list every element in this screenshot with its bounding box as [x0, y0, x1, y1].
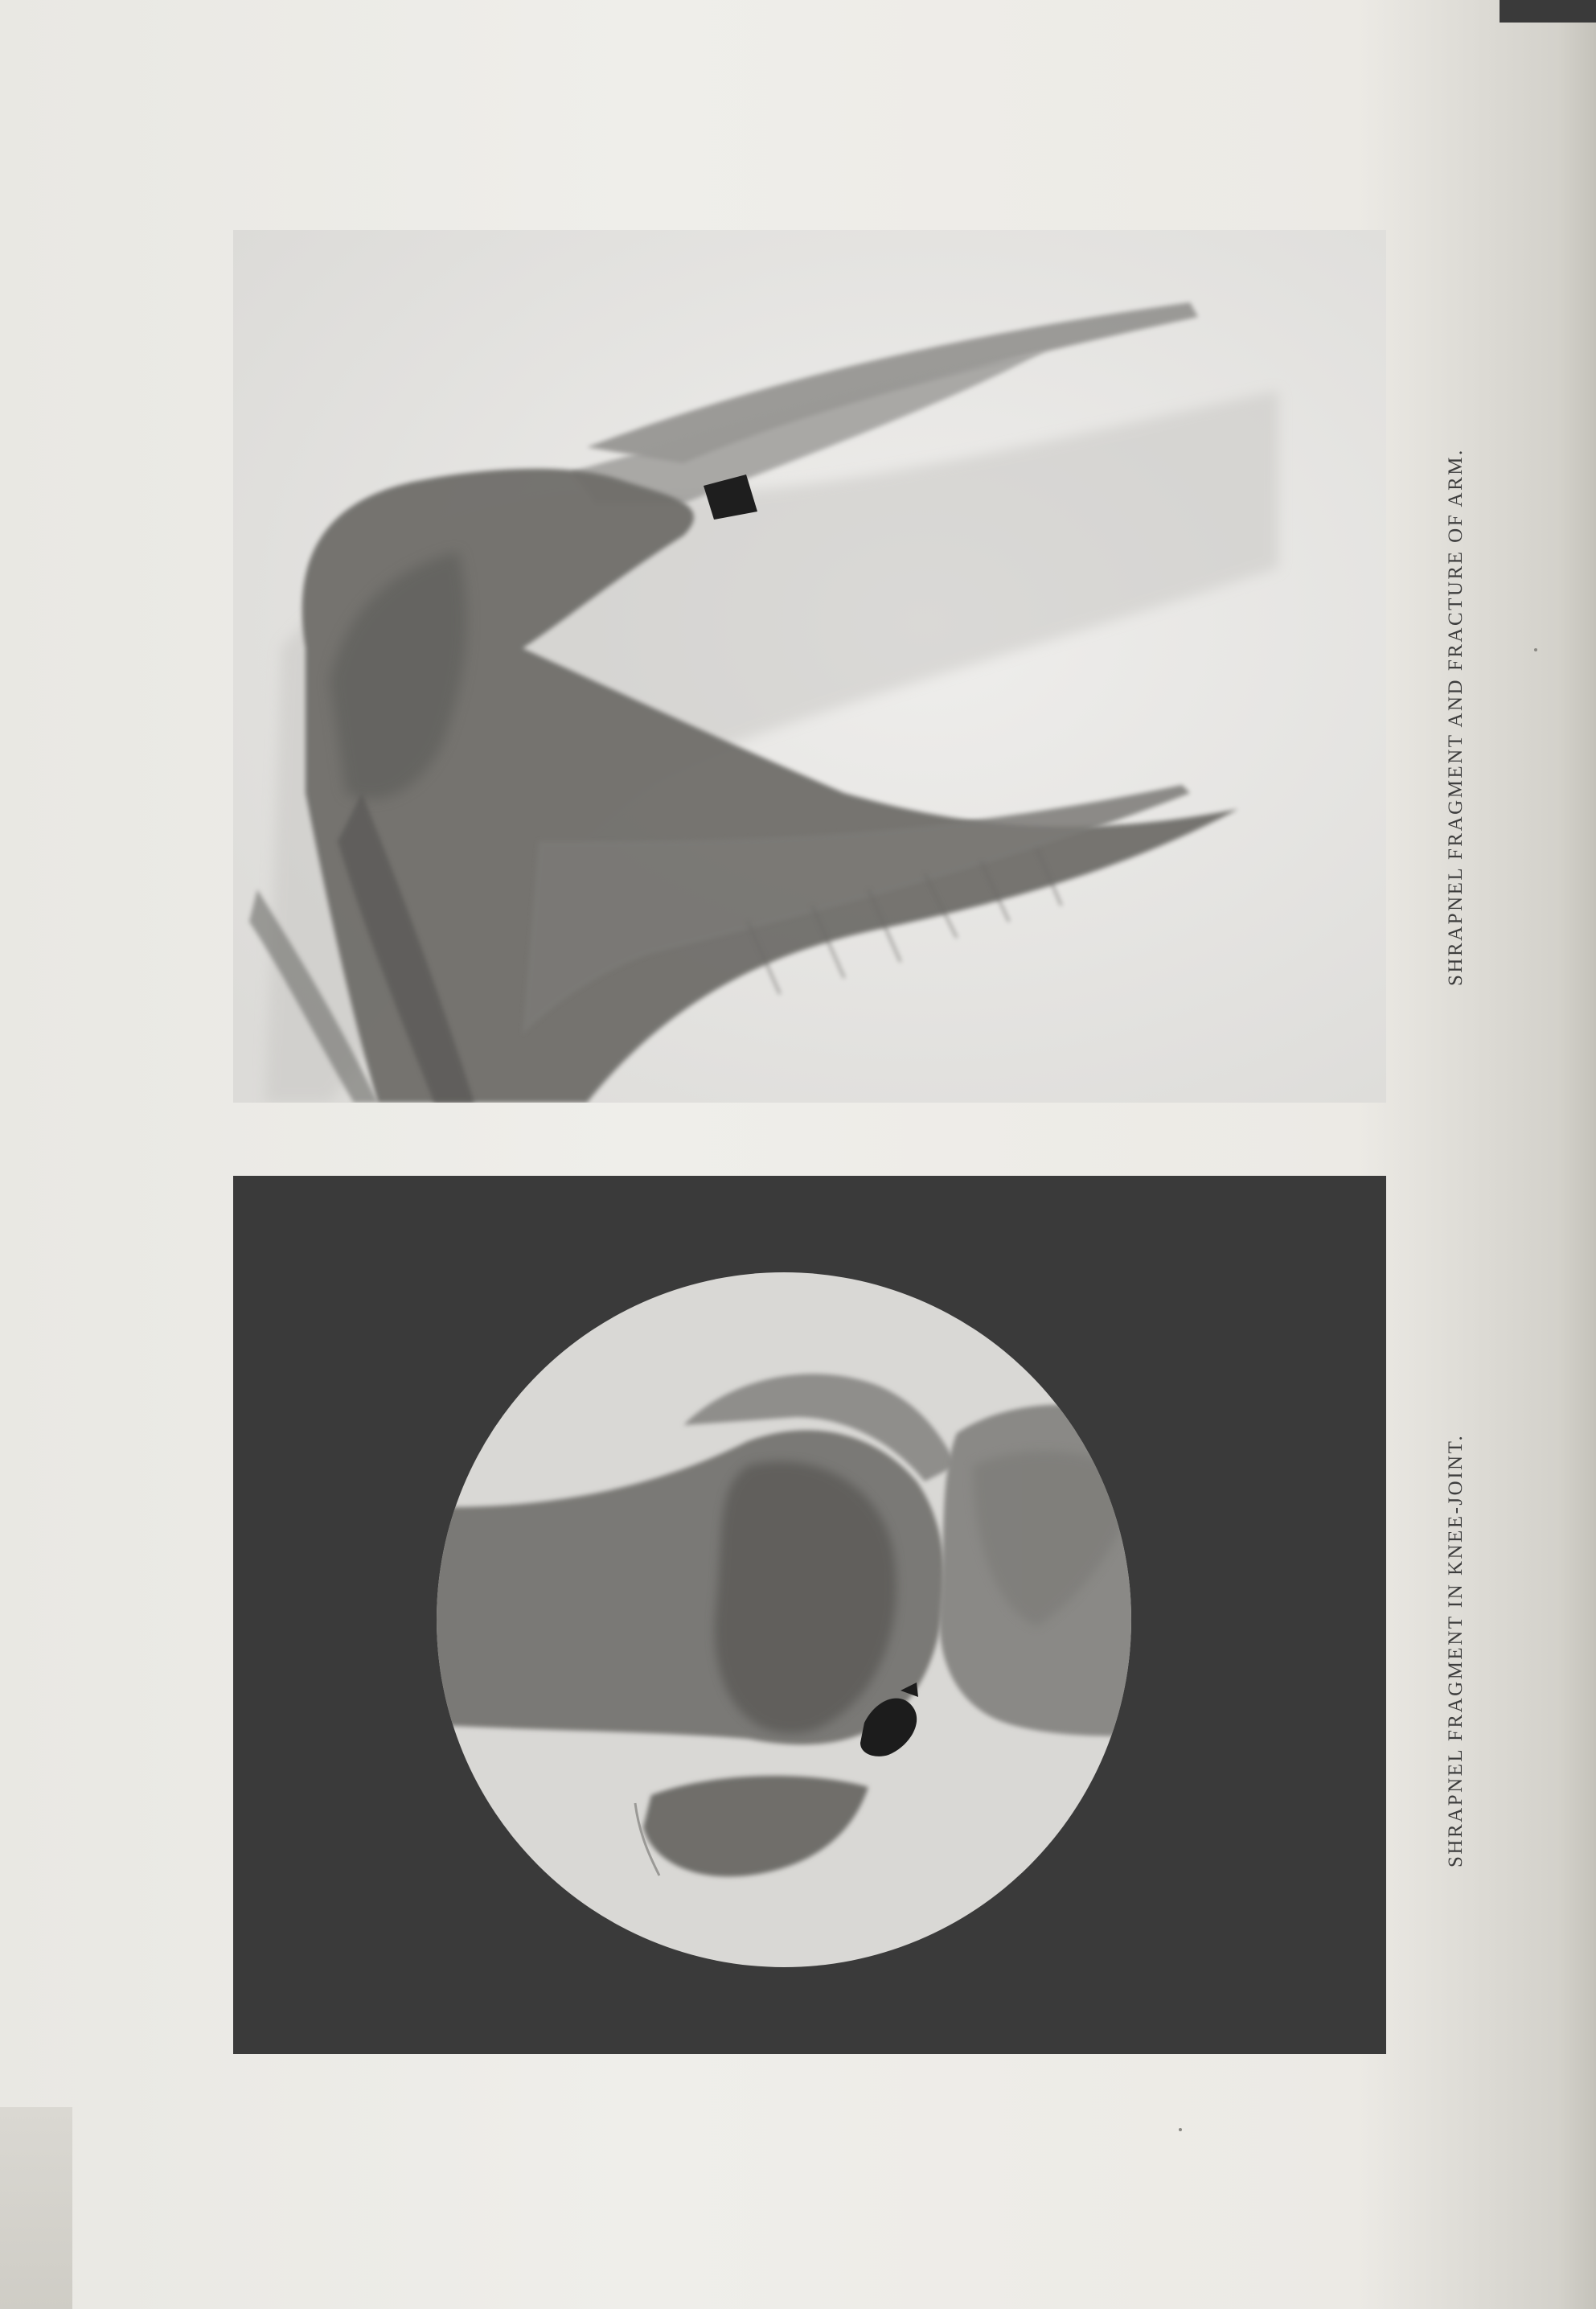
figure-caption-knee: SHRAPNEL FRAGMENT IN KNEE-JOINT. [1445, 1433, 1467, 1867]
knee-xray-image [233, 1176, 1386, 2054]
figure-caption-arm: SHRAPNEL FRAGMENT AND FRACTURE OF ARM. [1445, 448, 1467, 986]
scan-corner [1500, 0, 1596, 23]
scan-margin [0, 2107, 72, 2309]
page-edge [1557, 0, 1596, 2309]
knee-xray-plate [233, 1176, 1386, 2054]
arm-xray-image [233, 230, 1386, 1103]
paper-speck [1534, 648, 1537, 651]
paper-speck [1179, 2128, 1182, 2131]
arm-xray-plate [233, 230, 1386, 1103]
